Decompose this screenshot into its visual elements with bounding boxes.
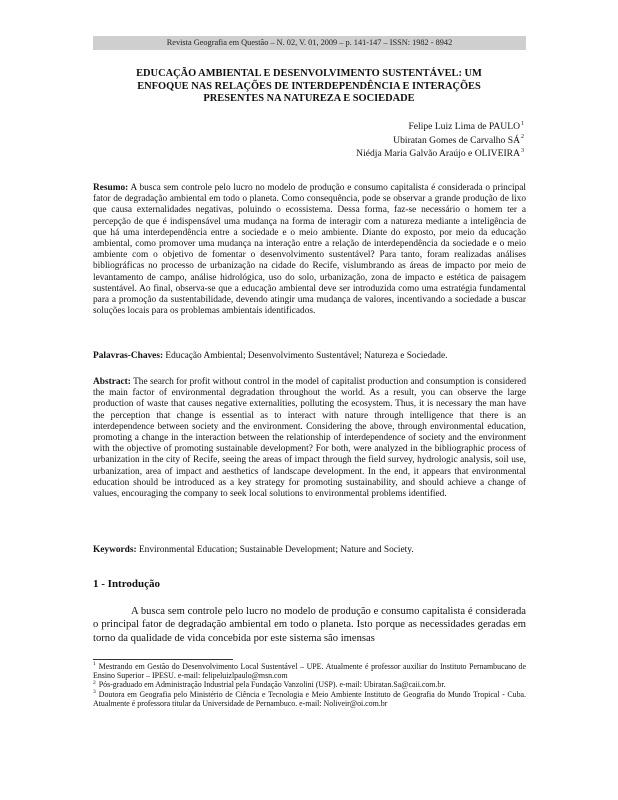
author-entry [224, 120, 524, 134]
footnote-mark: 1 [93, 661, 96, 668]
footnote-mark: 2 [521, 134, 524, 141]
resumo-paragraph [93, 183, 526, 317]
resumo-label: Resumo: [93, 183, 129, 193]
keywords-paragraph [93, 545, 526, 556]
body-paragraph: A busca sem controle pelo lucro no modelo de produção e consumo capitalista é considerada o principal fator de degradação ambiental em todo o planeta. Isto porque as necessidades geradas em torno da qualidade de vida concebida por este sistema são imensas [93, 606, 526, 644]
journal-header [93, 36, 526, 50]
footnote-mark: 2 [93, 679, 96, 686]
author-list [224, 120, 524, 161]
palavras-chaves-label: Palavras-Chaves: [93, 351, 164, 361]
footnote [93, 680, 526, 689]
title-line: EDUCAÇÃO AMBIENTAL E DESENVOLVIMENTO SUSTENTÁVEL: UM [136, 68, 482, 79]
abstract-paragraph [93, 377, 526, 500]
title-line: PRESENTES NA NATUREZA E SOCIEDADE [203, 93, 415, 104]
footnote-mark: 3 [521, 147, 524, 154]
footnote-text: Doutora em Geografia pelo Ministério de Ciência e Tecnologia e Meio Ambiente Instituto de Geografia do Mundo Tropical - Cuba. Atualmente é professora titular da Universidade de Pernambuco. e-mail: Noliveir@oi.com.br [93, 689, 526, 708]
footnote-text: Pós-graduado em Administração Industrial pela Fundação Vanzolini (USP). e-mail: Ubiratan.Sa@caii.com.br. [98, 680, 446, 690]
footnote-text: Mestrando em Gestão do Desenvolvimento Local Sustentável – UPE. Atualmente é professor auxiliar do Instituto Pernambucano de Ensino Superior – IPESU. e-mail: felipeluizlpaulo@msn.com [93, 662, 526, 681]
footnotes [93, 662, 526, 708]
footnote-mark: 3 [93, 688, 96, 695]
keywords-label: Keywords: [93, 545, 137, 555]
footnote-mark: 1 [521, 120, 524, 127]
journal-header-text: Revista Geografia em Questão – N. 02, V. 01, 2009 – p. 141-147 – ISSN: 1982 - 8942 [166, 38, 453, 47]
author-entry [224, 147, 524, 161]
palavras-chaves-paragraph [93, 351, 526, 362]
abstract-label: Abstract: [93, 377, 131, 387]
abstract-text: The search for profit without control in the model of capitalist production and consumption is considered the main factor of environmental degradation throughout the world. As a result, you can observe the large production of waste that causes negative externalities, polluting the ecosystem. Thus, it is necessary the man have the perception that change is essential as to interact with nature through intelligence that there is an interdependence between society and the environment. Considering the above, through environmental education, promoting a change in the interaction between the relationship of interdependence of society and the environment with the objective of promoting sustainable development? For both, were analyzed in the bibliographic process of urbanization in the city of Recife, seeing the areas of impact through the field survey, hydrologic analysis, soil use, urbanization, area of impact and aesthetics of landscape development. In the end, it appears that environmental education should be introduced as a key strategy for promoting sustainability, and should achieve a change of values, encouraging the company to seek local solutions to environmental problems identified. [93, 377, 527, 500]
section-heading: 1 - Introdução [93, 578, 161, 590]
footnote [93, 662, 526, 680]
author-entry [224, 134, 524, 148]
resumo-text: A busca sem controle pelo lucro no modelo de produção e consumo capitalista é considerada o principal fator de degradação ambiental em todo o planeta. Como consequência, pode se observar a grande produção de lixo que causa externalidades negativas, poluindo o ecossistema. Dessa forma, faz-se necessário o homem ter a percepção de que é indispensável uma mudança na forma de interagir com a natureza mediante a inteligência de que há uma interdependência entre a sociedade e o meio ambiente. Diante do exposto, por meio da educação ambiental, como promover uma mudança na interação entre a relação de interdependência da sociedade e o meio ambiente com o objetivo de fomentar o desenvolvimento sustentável? Para tanto, foram realizadas análises bibliográficas no processo de urbanização na cidade do Recife, vislumbrando as áreas de impacto por meio de levantamento de campo, análise hidrológica, uso do solo, urbanização, zona de impacto e estética de paisagem sustentável. Ao final, observa-se que a educação ambiental deve ser introduzida como uma estratégia fundamental para a promoção da sustentabilidade, devendo atingir uma mudança de valores, incentivando a sociedade a buscar soluções locais para os problemas ambientais identificados. [93, 183, 526, 317]
palavras-chaves-text: Educação Ambiental; Desenvolvimento Sustentável; Natureza e Sociedade. [165, 351, 448, 361]
author-name: Ubiratan Gomes de Carvalho SÁ [393, 134, 520, 146]
footnote-divider [93, 659, 233, 660]
footnote [93, 690, 526, 708]
paper-title [100, 68, 518, 106]
author-name: Niédja Maria Galvão Araújo e OLIVEIRA [356, 148, 520, 159]
author-name: Felipe Luiz Lima de PAULO [408, 121, 520, 132]
keywords-text: Environmental Education; Sustainable Development; Nature and Society. [138, 545, 414, 555]
title-line: ENFOQUE NAS RELAÇÕES DE INTERDEPENDÊNCIA E INTERAÇÕES [137, 80, 481, 92]
